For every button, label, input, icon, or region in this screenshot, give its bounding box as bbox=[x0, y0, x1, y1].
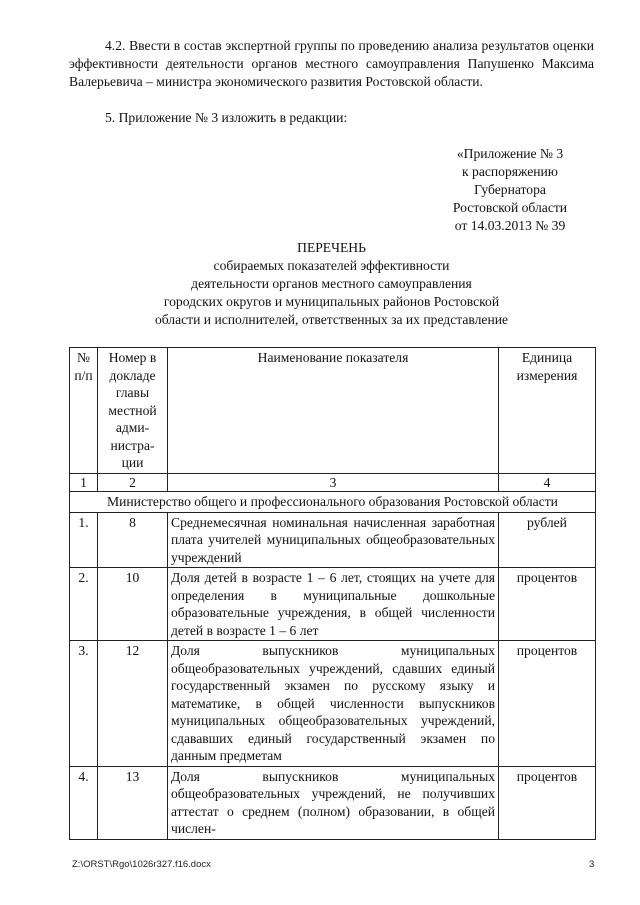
appendix-line: к распоряжению bbox=[462, 164, 558, 179]
paragraph-4-2 bbox=[69, 37, 594, 91]
heading-line: деятельности органов местного самоуправления bbox=[191, 276, 472, 291]
paragraph-line: 4.2. Ввести в состав экспертной группы по проведению анализа bbox=[105, 38, 478, 53]
column-number: 4 bbox=[499, 473, 596, 492]
header-number bbox=[70, 348, 98, 474]
paragraph-line: 5. Приложение № 3 изложить в редакции: bbox=[105, 110, 348, 125]
table-row bbox=[70, 568, 596, 641]
row-number: 1. bbox=[70, 512, 98, 568]
page-number: 3 bbox=[589, 859, 595, 870]
row-indicator-name: Среднемесячная номинальная начисленная заработная плата учителей муниципальных общеобразовательных учреждений bbox=[168, 512, 499, 568]
appendix-reference-block bbox=[420, 145, 600, 235]
row-report-number: 13 bbox=[98, 766, 168, 839]
row-unit: процентов bbox=[499, 568, 596, 641]
column-number: 2 bbox=[98, 473, 168, 492]
row-indicator-name: Доля выпускников муниципальных общеобразовательных учреждений, сдавших единый государственный экзамен по русскому языку и математике, в общей численности выпускников муниципальных общеобразовательных учреждений, сдававших единый государственный экзамен по данным предметам bbox=[168, 641, 499, 767]
paragraph-5 bbox=[69, 109, 594, 127]
header-indicator-name bbox=[168, 348, 499, 474]
paragraph-line: результатов оценки эффективности деятельности органов местного bbox=[69, 38, 594, 71]
heading-line: области и исполнителей, ответственных за их представление bbox=[154, 312, 509, 327]
table-header-row bbox=[70, 348, 596, 474]
header-line: местной bbox=[108, 402, 157, 418]
header-line: Номер в bbox=[108, 350, 157, 365]
row-number: 2. bbox=[70, 568, 98, 641]
table-row bbox=[70, 512, 596, 568]
header-unit bbox=[499, 348, 596, 474]
footer-file-path: Z:\ORST\Rgo\1026r327.f16.docx bbox=[72, 859, 211, 870]
header-line: докладе bbox=[109, 367, 156, 383]
heading-line: городских округов и муниципальных районов Ростовской bbox=[163, 294, 500, 309]
indicators-table bbox=[69, 347, 596, 840]
heading-line: собираемых показателей эффективности bbox=[213, 258, 450, 273]
row-indicator-name: Доля детей в возрасте 1 – 6 лет, стоящих на учете для определения в муниципальные дошкольные образовательные учреждения, в общей численности детей в возрасте 1 – 6 лет bbox=[168, 568, 499, 641]
row-number: 4. bbox=[70, 766, 98, 839]
table-row bbox=[70, 641, 596, 767]
paragraph-line: развития Ростовской области. bbox=[310, 74, 483, 89]
row-unit: процентов bbox=[499, 766, 596, 839]
row-unit: рублей bbox=[499, 512, 596, 568]
appendix-line: Губернатора bbox=[474, 182, 546, 197]
row-report-number: 12 bbox=[98, 641, 168, 767]
header-line: адми- bbox=[115, 420, 150, 435]
list-heading bbox=[69, 239, 594, 329]
column-number: 3 bbox=[168, 473, 499, 492]
paragraph-line: самоуправления Папушенко Максима Валерьевича – министра экономического bbox=[69, 56, 594, 89]
row-number: 3. bbox=[70, 641, 98, 767]
header-line: главы bbox=[115, 385, 150, 400]
row-report-number: 10 bbox=[98, 568, 168, 641]
header-line: Наименование показателя bbox=[257, 350, 409, 365]
header-line: измерения bbox=[516, 367, 578, 383]
column-numbers-row bbox=[70, 473, 596, 492]
row-indicator-name: Доля выпускников муниципальных общеобразовательных учреждений, не получивших аттестат о среднем (полном) образовании, в общей числен- bbox=[168, 766, 499, 839]
header-report-number bbox=[98, 348, 168, 474]
header-line: ции bbox=[121, 455, 144, 470]
list-title: ПЕРЕЧЕНЬ bbox=[297, 240, 366, 255]
header-line: Единица bbox=[521, 350, 573, 365]
row-report-number: 8 bbox=[98, 512, 168, 568]
section-row bbox=[70, 492, 596, 513]
appendix-line: «Приложение № 3 bbox=[456, 146, 564, 161]
section-title: Министерство общего и профессионального образования Ростовской области bbox=[70, 492, 596, 513]
appendix-line: от 14.03.2013 № 39 bbox=[454, 218, 566, 233]
row-unit: процентов bbox=[499, 641, 596, 767]
header-line: п/п bbox=[74, 367, 93, 383]
appendix-line: Ростовской области bbox=[452, 200, 568, 215]
table-row bbox=[70, 766, 596, 839]
header-line: нистра- bbox=[110, 437, 155, 453]
column-number: 1 bbox=[70, 473, 98, 492]
header-line: № bbox=[77, 350, 90, 365]
